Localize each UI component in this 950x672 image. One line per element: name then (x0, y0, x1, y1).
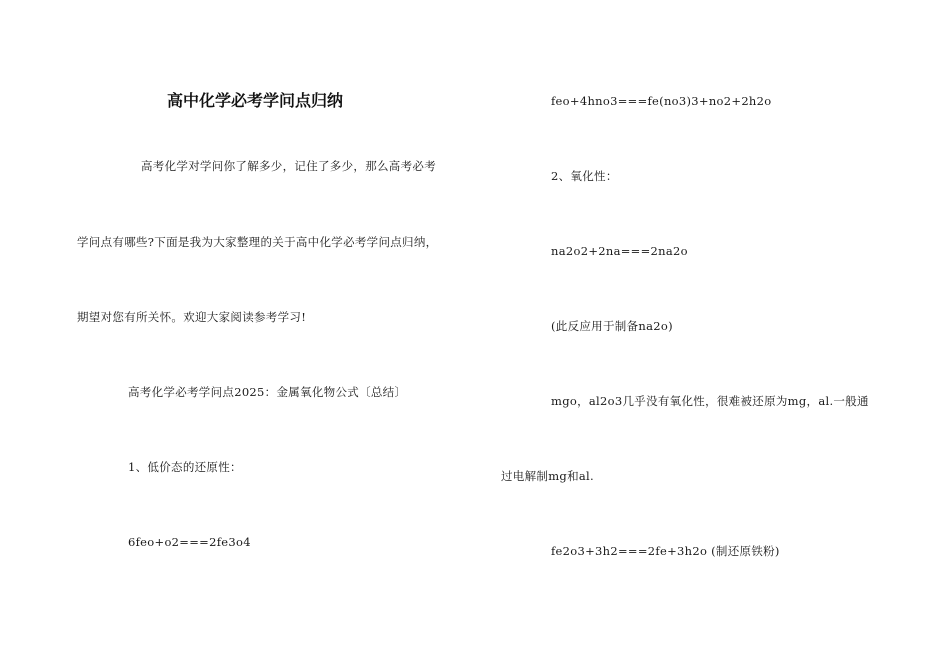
section-heading: 高考化学必考学问点2025：金属氧化物公式〔总结〕 (128, 385, 407, 399)
equation-3: na2o2+2na===2na2o (551, 244, 688, 258)
intro-text-line-3: 期望对您有所关怀。欢迎大家阅读参考学习! (77, 310, 307, 324)
equation-1: 6feo+o2===2fe3o4 (128, 535, 251, 549)
item-2-heading: 2、氧化性： (551, 169, 618, 183)
text-1-line-1: mgo，al2o3几乎没有氧化性，很难被还原为mg，al.一般通 (551, 394, 869, 408)
equation-4: fe2o3+3h2===2fe+3h2o (制还原铁粉) (551, 544, 780, 558)
intro-text-line-1: 高考化学对学问你了解多少，记住了多少，那么高考必考 (141, 159, 436, 173)
intro-text-line-2: 学问点有哪些?下面是我为大家整理的关于高中化学必考学问点归纳， (77, 235, 438, 249)
document-title: 高中化学必考学问点归纳 (167, 91, 344, 110)
note-1: (此反应用于制备na2o) (551, 319, 673, 333)
equation-2: feo+4hno3===fe(no3)3+no2+2h2o (551, 94, 772, 108)
item-1-heading: 1、低价态的还原性： (128, 460, 242, 474)
text-1-line-2: 过电解制mg和al. (501, 469, 594, 483)
